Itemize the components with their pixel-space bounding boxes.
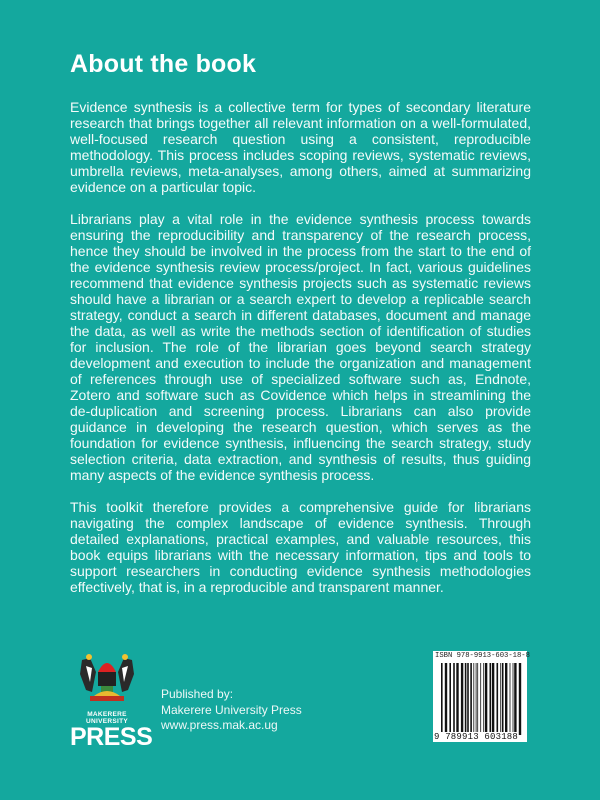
paragraph: Librarians play a vital role in the evidence synthesis process towards ensuring the reproducibility and transparency of the research process, hence they should be involved in the process from the start to the end of the evidence synthesis review process/project. In fact, various guidelines recommend that evidence synthesis projects such as systematic reviews should have a librarian or a search expert to develop a replicable search strategy, conduct a search in different databases, document and manage the data, as well as write the methods section of identification of studies for inclusion. The role of the librarian goes beyond search strategy development and execution to include the organization and management of references through use of specialized software such as, Endnote, Zotero and software such as Covidence which helps in streamlining the de-duplication and screening process. Librarians can also provide guidance in developing the research question, which serves as the foundation for evidence synthesis, influencing the search strategy, study selection criteria, data extraction, and synthesis of results, thus guiding many aspects of the evidence synthesis process. [70,211,531,483]
paragraph: Evidence synthesis is a collective term for types of secondary literature research that brings together all relevant information on a well-formulated, well-focused research question using a consistent, reproducible methodology. This process includes scoping reviews, systematic reviews, umbrella reviews, meta-analyses, among others, aimed at summarizing evidence on a particular topic. [70,99,531,195]
barcode-bar [476,663,477,735]
logo-press-text: PRESS [70,723,153,751]
barcode-bar [456,663,458,735]
barcode-bar [502,663,504,735]
barcode-bar [473,663,474,735]
barcode-bar [510,663,511,735]
barcode-bar [490,663,492,735]
barcode-bar [513,663,514,735]
barcode-bar [467,663,469,735]
barcode-bar [492,663,494,735]
university-crest-icon [70,652,144,704]
barcode-bar [480,663,481,735]
book-description [70,99,531,611]
barcode-bar [445,663,447,735]
logo-university-text: MAKERERE UNIVERSITY [85,711,128,725]
barcode-bar [483,663,484,735]
barcode-digits: 9 789913 603188 [434,732,519,742]
barcode-bar [441,663,443,735]
publisher-website[interactable]: www.press.mak.ac.ug [161,718,278,732]
paragraph: This toolkit therefore provides a comprehensive guide for librarians navigating the complex landscape of evidence synthesis. Through detailed explanations, practical examples, and valuable resources, this book equips librarians with the necessary information, tips and tools to support researchers in conducting evidence synthesis methodologies effectively, that is, in a reproducible and transparent manner. [70,499,531,595]
barcode-bar [485,663,487,735]
barcode-bars [441,663,523,735]
publisher-name: Makerere University Press [161,702,302,717]
publisher-logo [70,652,153,751]
barcode-bar [514,663,516,735]
barcode-bar [453,663,455,735]
isbn-label: ISBN 978-9913-603-18-8 [435,652,530,660]
publisher-info [161,687,302,734]
barcode-bar [500,663,501,735]
barcode-bar [449,663,451,735]
barcode-bar [465,663,467,735]
barcode-bar [470,663,472,735]
barcode-bar [497,663,499,735]
barcode-bar [519,663,521,735]
barcode-bar [477,663,478,735]
section-title: About the book [70,50,257,78]
barcode-bar [505,663,507,735]
isbn-barcode [433,651,530,742]
barcode-bar [461,663,463,735]
published-by-label: Published by: [161,687,234,701]
